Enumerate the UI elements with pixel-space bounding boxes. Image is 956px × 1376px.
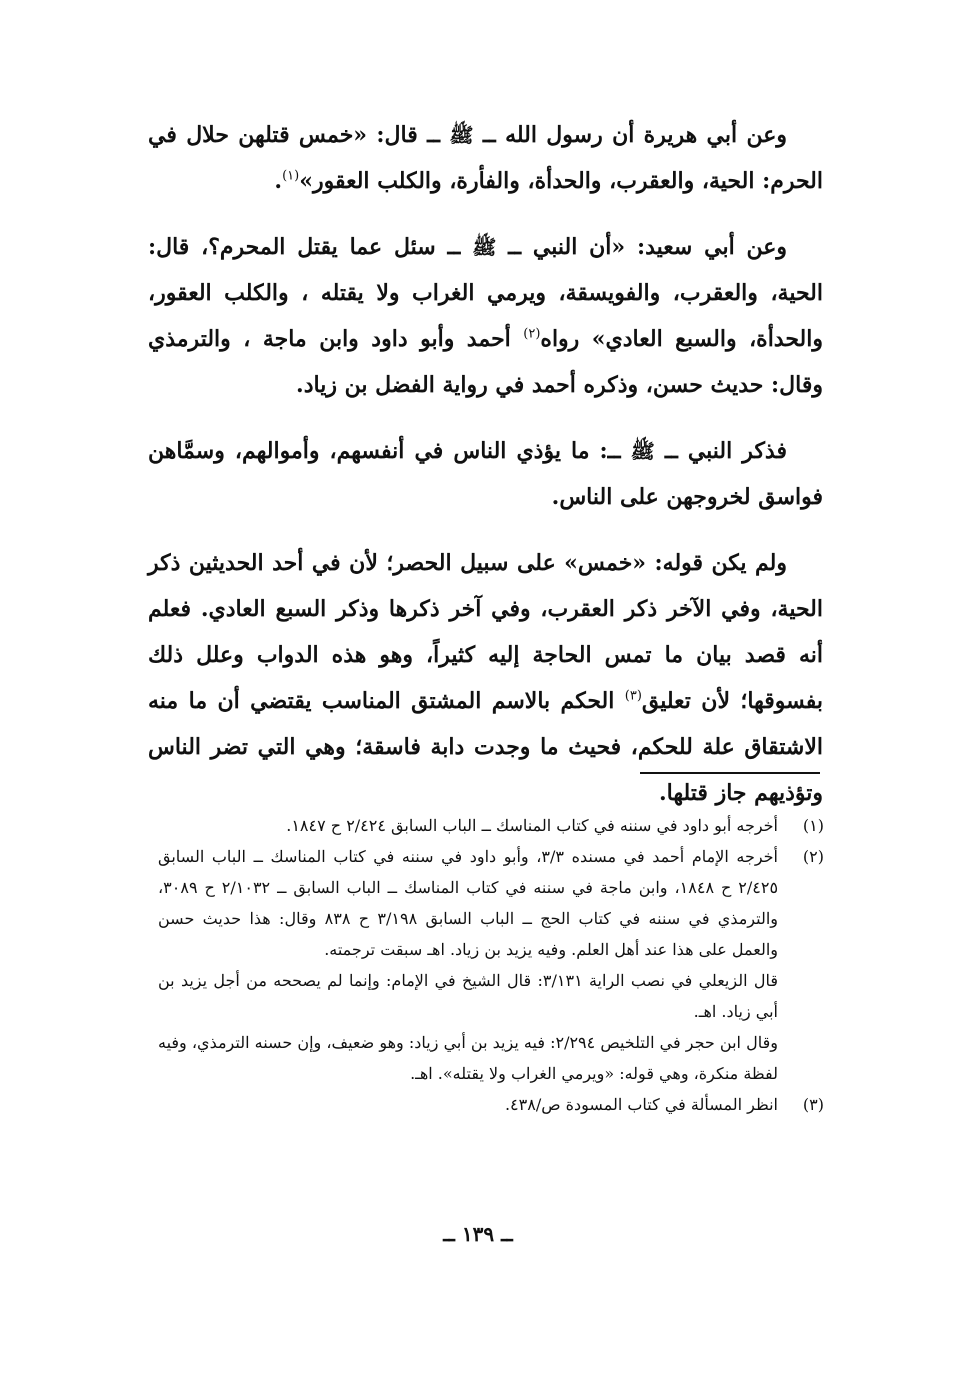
paragraph-abu-said: وعن أبي سعيد: «أن النبي ــ ﷺ ــ سئل عما يقتل المحرم؟، قال: الحية، والعقرب، والفويسقة، ويرمي الغراب ولا يقتله ، والكلب العقور، والحدأة، والسبع العادي» رواه$^{(٢)}$ أحمد وأبو داود وابن ماجة ، والترمذي وقال: حديث حسن، وذكره أحمد في رواية الفضل بن زياد. bbox=[148, 234, 823, 398]
salla-ligature: ﷺ bbox=[472, 235, 497, 259]
page-number: ــ ١٣٩ ــ bbox=[443, 1222, 513, 1246]
main-text bbox=[148, 112, 823, 816]
footnote-text: انظر المسألة في كتاب المسودة ص/٤٣٨. bbox=[504, 1095, 778, 1114]
footnote-text: وقال ابن حجر في التلخيص ٢/٢٩٤: فيه يزيد بن أبي زياد: وهو ضعيف، وإن حسنه الترمذي، وفيه لفظة منكرة، وهي قوله: «ويرمي الغراب ولا يقتله». اهـ. bbox=[158, 1033, 778, 1083]
paragraph-abu-hurayra: وعن أبي هريرة أن رسول الله ــ ﷺ ــ قال: «خمس قتلهن حلال في الحرم: الحية، والعقرب، والحدأة، والفأرة، والكلب العقور»$^{(١)}$. bbox=[148, 122, 823, 194]
footnote-text: أخرجه أبو داود في سننه في كتاب المناسك ــ الباب السابق ٢/٤٢٤ ح ١٨٤٧. bbox=[286, 816, 778, 835]
paragraph-hasr: ولم يكن قوله: «خمس» على سبيل الحصر؛ لأن في أحد الحديثين ذكر الحية، وفي الآخر ذكر العقرب، وفي آخر ذكرها وذكر السبع العادي. فعلم أنه قصد بيان ما تمس الحاجة إليه كثيراً، وهو هذه الدواب وعلل ذلك بفسوقها؛ لأن تعليق$^{(٣)}$ الحكم بالاسم المشتق المناسب يقتضي أن ما منه الاشتقاق علة للحكم، فحيث ما وجدت دابة فاسقة؛ وهي التي تضر الناس وتؤذيهم جاز قتلها. bbox=[148, 550, 824, 806]
footnote-text: قال الزيعلي في نصب الراية ٣/١٣١: قال الشيخ في الإمام: وإنما لم يصححه من أجل يزيد بن أبي زياد. اهـ. bbox=[158, 971, 778, 1021]
footnote-text: أخرجه الإمام أحمد في مسنده ٣/٣، وأبو داود في سننه في كتاب المناسك ــ الباب السابق ٢/٤٢٥ ح ١٨٤٨، وابن ماجة في سننه في كتاب المناسك ــ الباب السابق ــ ٢/١٠٣٢ ح ٣٠٨٩، والترمذي في سننه في كتاب الحج ــ الباب السابق ٣/١٩٨ ح ٨٣٨ وقال: هذا حديث حسن والعمل على هذا عند أهل العلم. وفيه يزيد بن زياد. اهـ سبقت ترجمته. bbox=[158, 847, 779, 959]
footnotes bbox=[158, 810, 824, 1120]
footnote-1 bbox=[158, 810, 824, 841]
salla-ligature: ﷺ bbox=[630, 439, 655, 463]
paragraph-fawasiq: فذكر النبي ــ ﷺ ــ: ما يؤذي الناس في أنفسهم، وأموالهم، وسمَّاهن فواسق لخروجهن على الناس. bbox=[148, 438, 823, 510]
footnote-number: (٢) bbox=[802, 847, 824, 866]
footnote-ref-2: (٢) bbox=[523, 326, 541, 342]
footnote-number: (٣) bbox=[802, 1095, 824, 1114]
footnote-separator bbox=[640, 772, 820, 774]
footnote-ref-3: (٣) bbox=[624, 688, 642, 704]
footnote-3 bbox=[158, 1089, 824, 1120]
salla-ligature: ﷺ bbox=[449, 123, 474, 147]
footnote-2 bbox=[158, 841, 824, 1089]
footnote-ref-1: (١) bbox=[282, 168, 300, 184]
footnote-number: (١) bbox=[802, 816, 824, 835]
